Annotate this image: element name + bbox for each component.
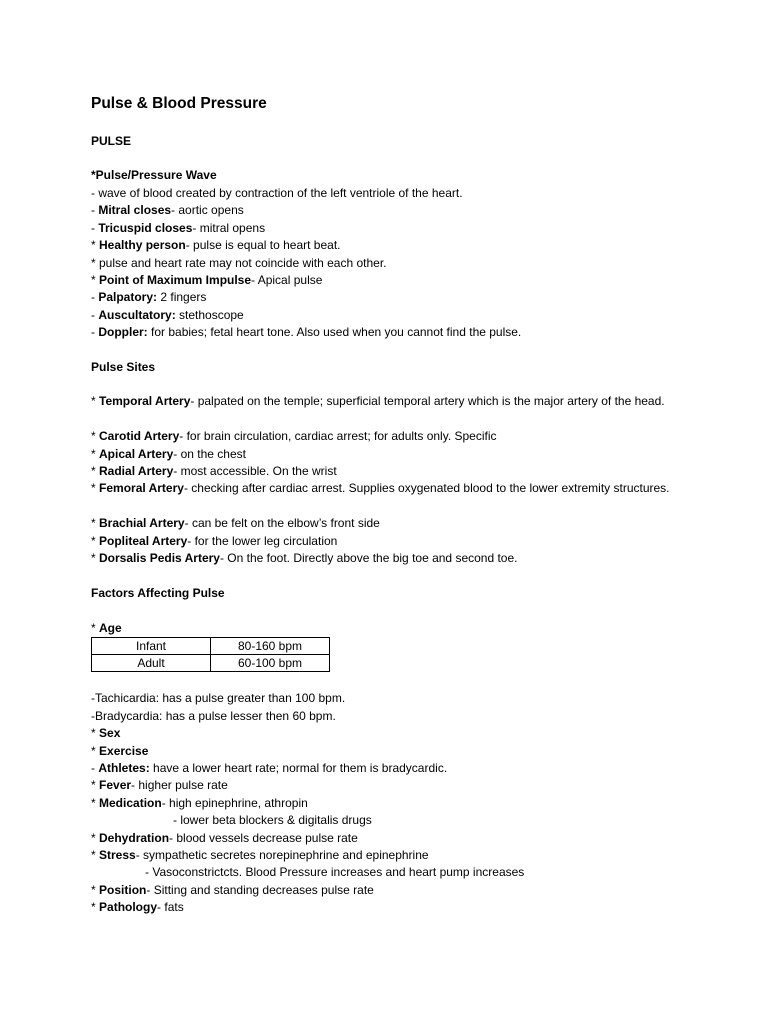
pulse-site-item: * Radial Artery- most accessible. On the wrist	[91, 464, 337, 478]
table-row	[92, 655, 330, 672]
factor-line-indented: - lower beta blockers & digitalis drugs	[173, 813, 372, 827]
pulse-site-item: * Carotid Artery- for brain circulation, cardiac arrest; for adults only. Specific	[91, 429, 497, 443]
factor-line: -Tachicardia: has a pulse greater than 100 bpm.	[91, 691, 346, 705]
factor-line: - Athletes: have a lower heart rate; normal for them is bradycardic.	[91, 761, 448, 775]
pulse-wave-line: - Palpatory: 2 fingers	[91, 290, 207, 304]
page-title: Pulse & Blood Pressure	[91, 95, 267, 112]
subheading-pulse-wave: *Pulse/Pressure Wave	[91, 168, 217, 182]
factor-line: * Sex	[91, 726, 121, 740]
pulse-wave-line: - Doppler: for babies; fetal heart tone. Also used when you cannot find the pulse.	[91, 325, 522, 339]
age-label: * Age	[91, 621, 122, 635]
factor-line: * Pathology- fats	[91, 900, 184, 914]
factor-line: * Medication- high epinephrine, athropin	[91, 796, 308, 810]
factor-line: * Exercise	[91, 744, 149, 758]
pulse-site-item: * Temporal Artery- palpated on the temple; superficial temporal artery which is the major artery of the head.	[91, 394, 665, 408]
subheading-factors: Factors Affecting Pulse	[91, 586, 225, 600]
factor-line: * Dehydration- blood vessels decrease pulse rate	[91, 831, 358, 845]
table-cell-range: 80-160 bpm	[211, 638, 330, 655]
factor-line: * Stress- sympathetic secretes norepinephrine and epinephrine	[91, 848, 429, 862]
factor-line: * Position- Sitting and standing decreases pulse rate	[91, 883, 374, 897]
pulse-site-item: * Apical Artery- on the chest	[91, 447, 246, 461]
table-cell-range: 60-100 bpm	[211, 655, 330, 672]
age-pulse-table	[91, 637, 330, 672]
pulse-wave-line: - Mitral closes- aortic opens	[91, 203, 244, 217]
pulse-wave-line: - wave of blood created by contraction of the left ventriole of the heart.	[91, 186, 463, 200]
subheading-pulse-sites: Pulse Sites	[91, 360, 156, 374]
section-heading-pulse: PULSE	[91, 134, 132, 148]
factor-line: -Bradycardia: has a pulse lesser then 60 bpm.	[91, 709, 336, 723]
pulse-wave-line: * pulse and heart rate may not coincide with each other.	[91, 256, 387, 270]
table-row	[92, 638, 330, 655]
pulse-wave-line: * Healthy person- pulse is equal to heart beat.	[91, 238, 341, 252]
table-cell-group: Adult	[92, 655, 211, 672]
pulse-wave-line: * Point of Maximum Impulse- Apical pulse	[91, 273, 323, 287]
pulse-wave-line: - Tricuspid closes- mitral opens	[91, 221, 266, 235]
pulse-wave-line: - Auscultatory: stethoscope	[91, 308, 244, 322]
pulse-site-item: * Brachial Artery- can be felt on the elbow’s front side	[91, 516, 380, 530]
factor-line-indented: - Vasoconstrictcts. Blood Pressure increases and heart pump increases	[145, 865, 525, 879]
pulse-site-item: * Femoral Artery- checking after cardiac arrest. Supplies oxygenated blood to the lower extremity structures.	[91, 481, 670, 495]
table-cell-group: Infant	[92, 638, 211, 655]
pulse-site-item: * Popliteal Artery- for the lower leg circulation	[91, 534, 338, 548]
pulse-site-item: * Dorsalis Pedis Artery- On the foot. Directly above the big toe and second toe.	[91, 551, 518, 565]
factor-line: * Fever- higher pulse rate	[91, 778, 228, 792]
